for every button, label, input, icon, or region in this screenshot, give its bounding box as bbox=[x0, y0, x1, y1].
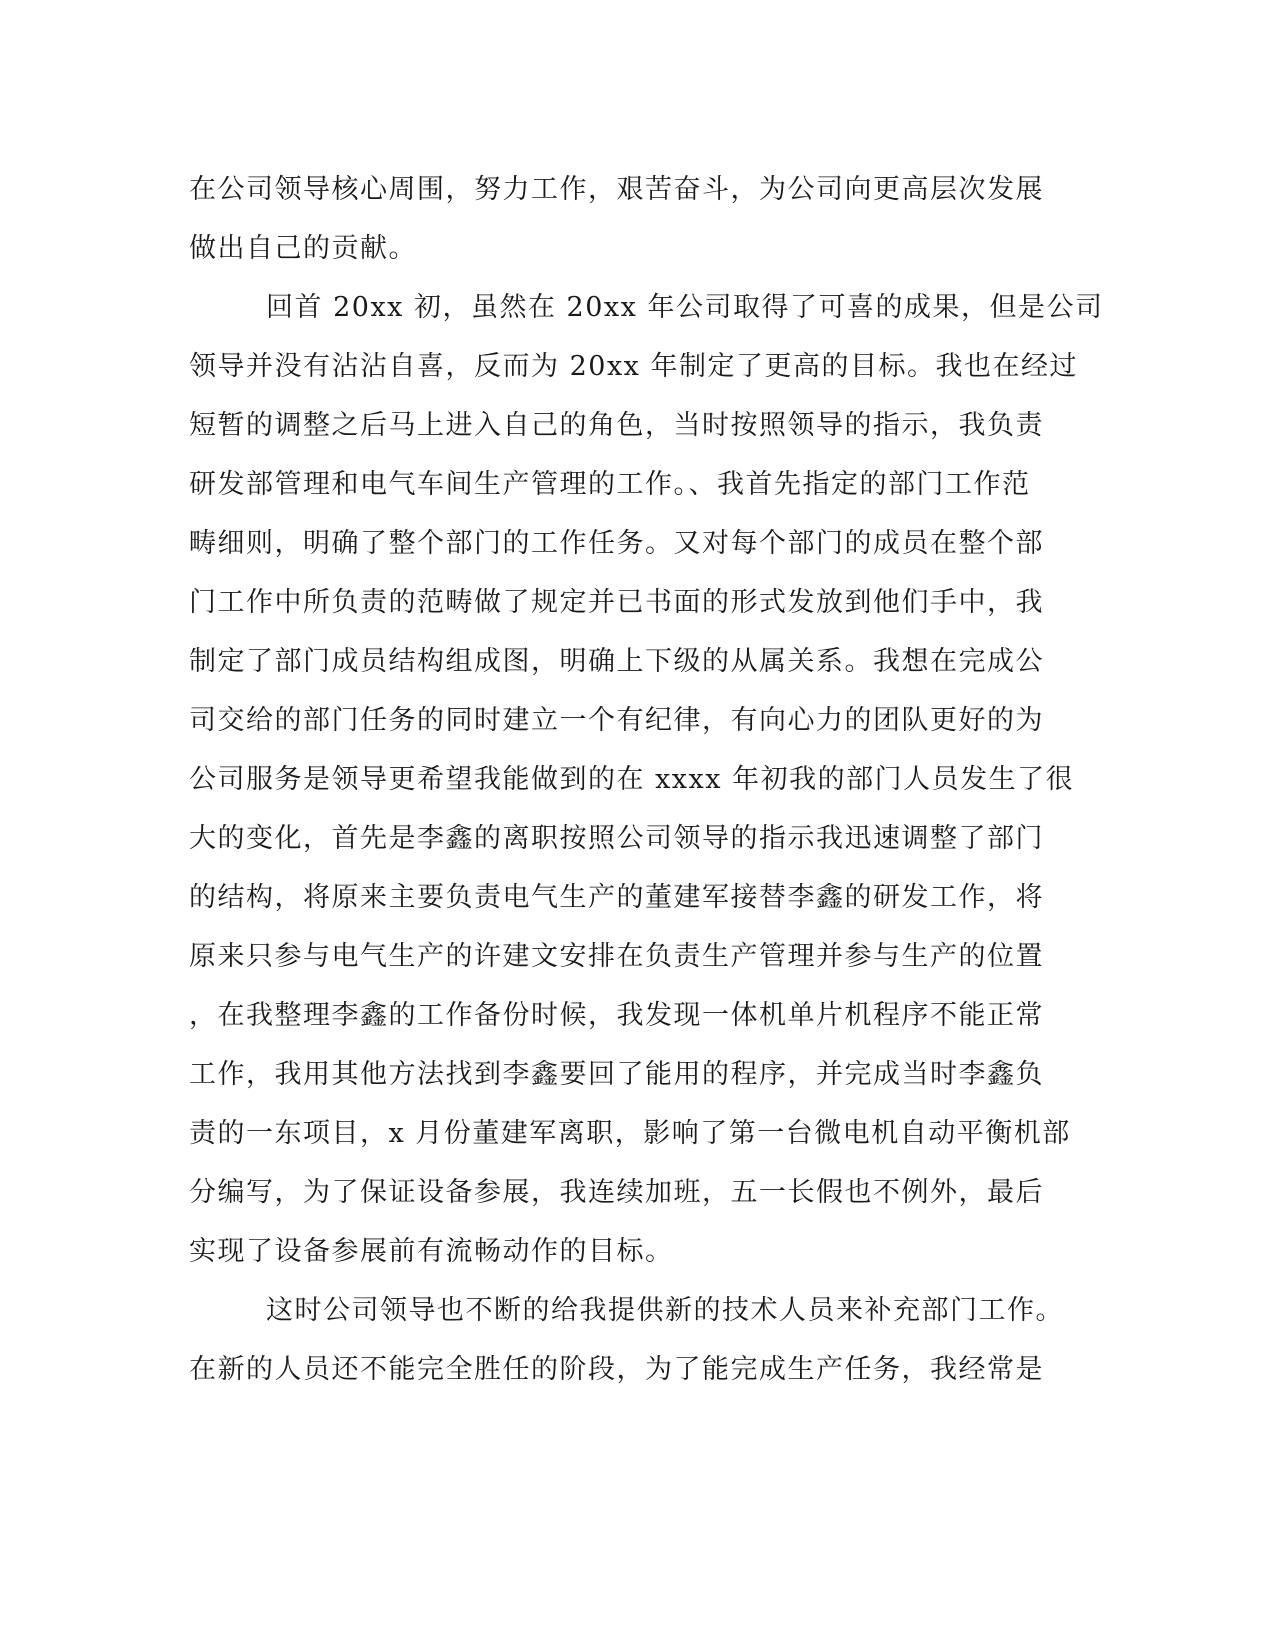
text-line: 的结构，将原来主要负责电气生产的董建军接替李鑫的研发工作，将 bbox=[189, 882, 1044, 913]
text-line: 在公司领导核心周围，努力工作，艰苦奋斗，为公司向更高层次发展 bbox=[189, 174, 1044, 205]
text-line: 研发部管理和电气车间生产管理的工作。、我首先指定的部门工作范 bbox=[189, 469, 1031, 500]
paragraph-1 bbox=[189, 160, 1089, 278]
text-line: 大的变化，首先是李鑫的离职按照公司领导的指示我迅速调整了部门 bbox=[189, 823, 1044, 854]
text-line: 在新的人员还不能完全胜任的阶段，为了能完成生产任务，我经常是 bbox=[189, 1354, 1044, 1385]
text-line: 司交给的部门任务的同时建立一个有纪律，有向心力的团队更好的为 bbox=[189, 705, 1044, 736]
paragraph-3 bbox=[189, 1281, 1089, 1399]
text-line: 门工作中所负责的范畴做了规定并已书面的形式发放到他们手中，我 bbox=[189, 587, 1044, 618]
text-line: 回首 20xx 初，虽然在 20xx 年公司取得了可喜的成果，但是公司 bbox=[266, 292, 1104, 323]
text-line: 责的一东项目，x 月份董建军离职，影响了第一台微电机自动平衡机部 bbox=[189, 1118, 1071, 1149]
text-line: 畴细则，明确了整个部门的工作任务。又对每个部门的成员在整个部 bbox=[189, 528, 1044, 559]
text-line: 公司服务是领导更希望我能做到的在 xxxx 年初我的部门人员发生了很 bbox=[189, 764, 1075, 795]
text-line: 工作，我用其他方法找到李鑫要回了能用的程序，并完成当时李鑫负 bbox=[189, 1059, 1044, 1090]
text-line: 短暂的调整之后马上进入自己的角色，当时按照领导的指示，我负责 bbox=[189, 410, 1044, 441]
text-line: 做出自己的贡献。 bbox=[189, 233, 417, 264]
text-line: 实现了设备参展前有流畅动作的目标。 bbox=[189, 1236, 674, 1267]
text-line: 制定了部门成员结构组成图，明确上下级的从属关系。我想在完成公 bbox=[189, 646, 1044, 677]
paragraph-2 bbox=[189, 278, 1104, 1281]
text-line: 这时公司领导也不断的给我提供新的技术人员来补充部门工作。 bbox=[266, 1295, 1064, 1326]
text-line: 领导并没有沾沾自喜，反而为 20xx 年制定了更高的目标。我也在经过 bbox=[189, 351, 1078, 382]
text-line: 原来只参与电气生产的许建文安排在负责生产管理并参与生产的位置 bbox=[189, 941, 1044, 972]
text-line: ，在我整理李鑫的工作备份时候，我发现一体机单片机程序不能正常 bbox=[189, 1000, 1044, 1031]
text-line: 分编写，为了保证设备参展，我连续加班，五一长假也不例外，最后 bbox=[189, 1177, 1044, 1208]
document-body bbox=[189, 160, 1104, 1399]
